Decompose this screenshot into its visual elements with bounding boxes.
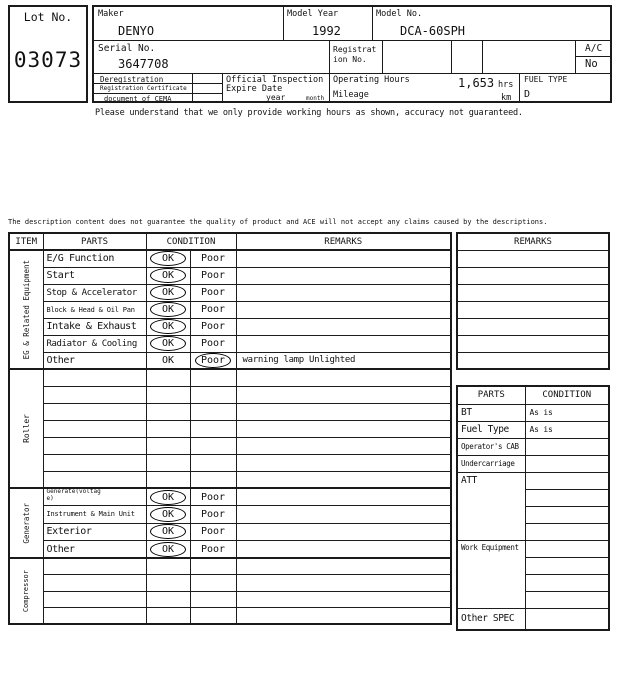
remark-cell: [236, 284, 451, 301]
year-label: year: [266, 93, 286, 102]
remarks-row: [457, 267, 609, 284]
spec-condition: [525, 472, 609, 489]
ok-mark: OK: [150, 285, 186, 300]
table-row: [9, 284, 451, 301]
table-row: [9, 488, 451, 506]
official-inspection-line2: Expire Date: [226, 84, 283, 94]
ok-mark: OK: [150, 319, 186, 334]
remarks-row: [457, 284, 609, 301]
section-label-generator: Generator: [21, 502, 31, 544]
poor-mark: Poor: [200, 526, 226, 538]
lot-label: Lot No.: [23, 10, 73, 24]
table-row: [9, 369, 451, 386]
poor-mark: Poor: [200, 287, 226, 298]
fuel-type-label: FUEL TYPE: [524, 75, 568, 84]
operating-hours-label: Operating Hours: [333, 75, 410, 85]
description-notice: The description content does not guarantee the quality of product and ACE will not accept any claims caused by the descriptions.: [8, 218, 548, 226]
spec-row: [457, 472, 609, 489]
table-row: [9, 267, 451, 284]
poor-mark: Poor: [200, 508, 226, 520]
spec-table: [456, 385, 610, 631]
remarks-row: [457, 250, 609, 267]
part-name: E/G Function: [43, 250, 146, 267]
table-row: [9, 250, 451, 267]
spec-row: [457, 608, 609, 630]
spec-condition: As is: [525, 421, 609, 438]
table-row: [9, 454, 451, 471]
table-row: [9, 420, 451, 437]
part-name: Stop & Accelerator: [43, 284, 146, 301]
poor-mark: Poor: [200, 543, 226, 555]
remarks-row: [457, 318, 609, 335]
poor-mark: Poor: [200, 321, 226, 332]
operating-hours-value: 1,653: [458, 76, 495, 90]
lot-box: [8, 5, 88, 103]
registration-no-label: Registration No.: [333, 45, 377, 64]
section-label-compressor: Compressor: [22, 569, 31, 613]
remarks-row: [457, 335, 609, 352]
spec-condition: [525, 455, 609, 472]
hours-notice: Please understand that we only provide working hours as shown, accuracy not guaranteed.: [95, 108, 523, 118]
serial-value: 3647708: [118, 57, 169, 71]
section-label-eg: EG & Related Equipment: [21, 259, 31, 360]
spec-condition: [525, 540, 609, 557]
spec-part: Undercarriage: [457, 455, 525, 472]
part-name: Exterior: [43, 523, 146, 541]
spec-part: Work Equipment: [457, 540, 525, 608]
remark-cell: [236, 301, 451, 318]
km-unit: km: [501, 93, 512, 103]
part-name: Generate(voltage): [46, 488, 101, 502]
model-year-value: 1992: [312, 24, 341, 38]
remark-cell: warning lamp Unlighted: [236, 352, 451, 369]
poor-mark: Poor: [200, 253, 226, 265]
ok-mark: OK: [150, 507, 186, 522]
table-row: [9, 506, 451, 524]
part-name: Other: [43, 352, 146, 369]
inspection-table: [8, 232, 452, 625]
spec-part: Operator's CAB: [457, 438, 525, 455]
spec-row: [457, 404, 609, 421]
table-row: [9, 558, 451, 575]
serial-label: Serial No.: [98, 43, 156, 54]
table-row: [9, 318, 451, 335]
remark-cell: [236, 523, 451, 541]
spec-col-condition: CONDITION: [525, 386, 609, 404]
spec-row: [457, 438, 609, 455]
poor-mark: Poor: [200, 491, 226, 503]
poor-mark: Poor: [200, 304, 226, 315]
ok-mark: OK: [150, 251, 186, 266]
part-name: Intake & Exhaust: [43, 318, 146, 335]
table-row: [9, 301, 451, 318]
model-no-value: DCA-60SPH: [400, 24, 466, 38]
table-row: [9, 608, 451, 625]
spec-condition: As is: [525, 404, 609, 421]
spec-part: Other SPEC: [457, 608, 525, 630]
col-header-parts: PARTS: [43, 233, 146, 250]
table-row: [9, 352, 451, 369]
maker-value: DENYO: [118, 24, 155, 38]
maker-label: Maker: [98, 9, 124, 19]
poor-mark: Poor: [195, 353, 231, 368]
lot-number: 03073: [13, 48, 83, 72]
ok-mark: OK: [150, 268, 186, 283]
remark-cell: [236, 250, 451, 267]
col-header-condition: CONDITION: [146, 233, 236, 250]
ok-mark: OK: [161, 354, 175, 366]
table-row: [9, 591, 451, 608]
remark-cell: [236, 335, 451, 352]
ok-mark: OK: [150, 542, 186, 557]
spec-part: BT: [457, 404, 525, 421]
col-header-remarks: REMARKS: [236, 233, 451, 250]
part-name: Other: [43, 541, 146, 559]
poor-mark: Poor: [200, 270, 226, 281]
remarks-panel-header: REMARKS: [457, 233, 609, 250]
spec-row: [457, 421, 609, 438]
remark-cell: [236, 488, 451, 506]
remarks-panel: [456, 232, 610, 370]
part-name: Start: [43, 267, 146, 284]
part-name: Instrument & Main Unit: [43, 506, 146, 524]
spec-row: [457, 455, 609, 472]
ac-label: A/C: [585, 43, 603, 54]
remarks-row: [457, 352, 609, 369]
remark-cell: [236, 267, 451, 284]
remark-cell: [236, 506, 451, 524]
mileage-label: Mileage: [333, 90, 369, 100]
spec-col-parts: PARTS: [457, 386, 525, 404]
ok-mark: OK: [150, 524, 186, 539]
spec-condition: [525, 438, 609, 455]
table-row: [9, 471, 451, 488]
ok-mark: OK: [150, 336, 186, 351]
spec-row: [457, 540, 609, 557]
table-row: [9, 437, 451, 454]
part-name: Radiator & Cooling: [43, 335, 146, 352]
spec-part: Fuel Type: [457, 421, 525, 438]
remark-cell: [236, 318, 451, 335]
table-row: [9, 403, 451, 420]
spec-condition: [525, 608, 609, 630]
official-inspection-line1: Official Inspection: [226, 75, 324, 85]
header-table: [92, 5, 612, 103]
spec-part: ATT: [457, 472, 525, 540]
table-row: [9, 335, 451, 352]
remarks-row: [457, 301, 609, 318]
section-label-roller: Roller: [21, 414, 31, 443]
model-year-label: Model Year: [287, 9, 339, 19]
ac-value: No: [585, 58, 598, 70]
poor-mark: Poor: [200, 338, 226, 349]
ok-mark: OK: [150, 490, 186, 505]
fuel-type-value: D: [524, 89, 531, 100]
table-row: [9, 541, 451, 559]
col-header-item: ITEM: [9, 233, 43, 250]
deregistration-label: Deregistration: [100, 74, 164, 84]
part-name: Block & Head & Oil Pan: [43, 301, 146, 318]
registration-certificate-label: Registration Certificate: [100, 85, 187, 92]
table-row: [9, 575, 451, 592]
table-row: [9, 523, 451, 541]
month-label: month: [306, 95, 325, 102]
ok-mark: OK: [150, 302, 186, 317]
model-no-label: Model No.: [376, 9, 423, 19]
table-row: [9, 386, 451, 403]
hrs-unit: hrs: [498, 80, 514, 90]
document-of-cema-label: document of CEMA: [104, 94, 172, 103]
remark-cell: [236, 541, 451, 559]
